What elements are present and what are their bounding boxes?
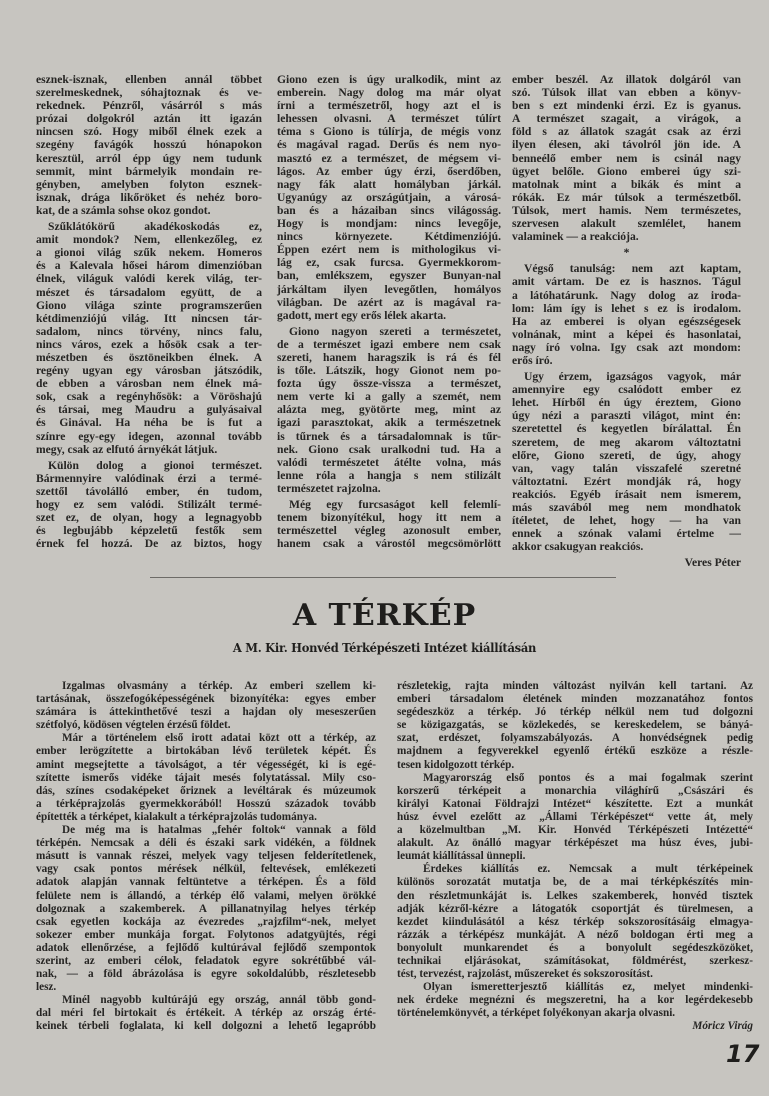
paragraph: [36, 732, 376, 824]
paragraph: [512, 246, 741, 259]
text-line: történelemkönyvét, a térképet folyékonyan akarja olvasni.: [397, 1007, 676, 1020]
text-line: regény ugyan egy városban játszódik,: [36, 364, 262, 378]
text-line: a látóhatárunk. Nagy dolog az iroda-: [512, 288, 741, 302]
text-line: ember beszél. Az illatok dolgáról van: [512, 73, 741, 86]
text-line: húsz évvel ezelőtt az „Állami Térképészet“ vette át, mely: [397, 810, 753, 823]
text-line: hogy ez sem valódi. Stilizált termé-: [36, 498, 262, 511]
text-line: színre egy-egy idegen, azonnal tovább: [36, 429, 262, 443]
text-line: szeretem, de meg akarom változtatni: [512, 435, 741, 449]
text-line: élnek, világuk valódi kerek világ, ter-: [36, 272, 262, 286]
paragraph: [397, 772, 753, 864]
text-line: a közelmultban „M. Kir. Honvéd Térképészeti Intézetté“: [397, 824, 753, 837]
paragraph: [36, 220, 262, 456]
text-line: királyi Katonai Földrajzi Intézet“ készítette. Ezt a munkát: [397, 797, 753, 810]
text-line: és Ginával. Ha néha be is fut a: [36, 416, 262, 430]
text-line: lom: lám így is lehet s ez is irodalom.: [512, 301, 741, 315]
text-line: Szűklátókörű akadékoskodás ez,: [48, 220, 262, 234]
page-number: 17: [726, 1040, 760, 1068]
text-line: fozta úgy össze-vissza a természet,: [277, 377, 501, 391]
text-line: reakciós. Egyéb írásait nem ismerem,: [512, 487, 741, 501]
text-line: és magával ragad. Derűs és nem nyo-: [277, 138, 501, 152]
text-line: korszerű térképeit a monarchia világhírű „Császári és: [397, 784, 753, 797]
text-line: den részletmunkáját is. Lelkes szakemberek, honvéd tisztek: [397, 889, 753, 902]
text-line: vagy csak pontos mérések nélkül, feltevések, emlékezeti: [36, 863, 376, 876]
text-line: prózai dolgokról aztán itt igazán: [36, 112, 262, 126]
text-line: szítette ismerős vidéke tájait mesés folytatással. Mily cso-: [36, 771, 376, 784]
text-line: csak egyetlen kockája az évezredes „rajzfilm“-nek, melyet: [36, 915, 376, 928]
text-line: lágos. Az ember úgy érzi, őserdőben,: [277, 164, 501, 178]
text-line: szat, erdészet, folyamszabályozás. A honvédségnek pedig: [397, 732, 753, 745]
text-line: esznek-isznak, ellenben annál többet: [36, 73, 262, 86]
text-line: semmit, mint bármelyik mondain re-: [36, 164, 262, 178]
paragraph: [277, 498, 501, 550]
text-line: segédeszköz a térkép. Jó térkép nélkül nem tud dolgozni: [397, 706, 753, 719]
text-line: keinek térbeli foglalata, ki kell dolgozni a lehető legapróbb: [36, 1020, 376, 1033]
text-line: ítéletet, de lehet, hogy — ha van: [512, 514, 741, 528]
text-line: szétfolyó, ködösen végtelen érzésű földet.: [36, 719, 231, 732]
text-line: Bármennyire valódinak érzi a termé-: [36, 471, 262, 485]
text-line: számára is áttekinthetővé teszi a hajdan oly meseszerűen: [36, 706, 376, 719]
paragraph: [512, 73, 741, 243]
text-line: majdnem a fegyverekkel egyenlő értékű eszköze a részle-: [397, 745, 753, 758]
text-line: adják kézről-kézre a látogatók csoportját és türelmesen, a: [397, 902, 753, 915]
text-line: világban. De azért az is magával ra-: [277, 295, 501, 309]
text-line: nek érdeke megnézni és megszeretni, ha a kor legérdekesebb: [397, 994, 753, 1007]
text-line: lehet. Hírből én úgy éreztem, Giono: [512, 396, 741, 410]
text-line: Túlsok, mert hamis. Nem természetes,: [512, 203, 741, 217]
text-line: szettől távolálló ember, én tudom,: [36, 484, 262, 498]
text-line: Magyarország első pontos és a mai fogalmak szerint: [423, 771, 753, 784]
paragraph: [397, 863, 753, 981]
paragraph: [512, 556, 741, 569]
paragraph: [36, 680, 376, 732]
text-line: amint megsejtette a távolságot, a tér végességét, ki is egé-: [36, 758, 376, 771]
text-line: dal méri fel birtokait és értékeit. A térkép az ország érté-: [36, 1007, 376, 1020]
text-line: térképén. Nemcsak a déli és északi sark vidékén, a földnek: [36, 837, 376, 850]
text-line: Végső tanulság: nem azt kaptam,: [524, 262, 741, 276]
text-line: más szavából meg nem mondhatok: [512, 501, 741, 514]
text-line: A természet szagait, a virágok, a: [512, 112, 741, 126]
text-line: Giono világa szinte programszerűen: [36, 298, 262, 312]
text-line: sok, csak a regényhősök: a Vöröshajú: [36, 390, 262, 404]
text-line: Giono nagyon szereti a természetet,: [289, 324, 501, 338]
text-line: megy, csak az elfutó árnyékát látjuk.: [36, 442, 218, 456]
paragraph: [397, 981, 753, 1020]
text-line: leumát kiállítással ünnepli.: [397, 850, 526, 863]
paragraph: [36, 994, 376, 1033]
text-line: nek. Giono csak uralkodni tud. Ha a: [277, 442, 501, 456]
text-line: sokezer ember munkája forgat. Folytonos adatgyüjtés, régi: [36, 928, 376, 941]
text-line: és a Kalevala hősei három dimenzióban: [36, 259, 262, 273]
text-line: szerelmeskednek, sóhajtoznak és ve-: [36, 86, 262, 100]
text-line: kezdet kiindulásától a kész térkép sokszorosításáig elmagya-: [397, 915, 753, 928]
author-signature: Veres Péter: [684, 556, 741, 570]
text-line: Olyan ismeretterjesztő kiállítás ez, melyet mindenki-: [423, 981, 753, 994]
text-line: adatok alapján vannak feltüntetve a térképen. És a föld: [36, 876, 376, 889]
text-line: nagy fák alatt homályban járkál.: [277, 177, 501, 191]
article-subtitle: A M. Kir. Honvéd Térképészeti Intézet kiállításán: [232, 640, 537, 655]
text-line: De még ma is hatalmas „fehér foltok“ vannak a föld: [62, 824, 376, 837]
text-line: Külön dolog a gionoi természet.: [48, 458, 262, 472]
text-line: adatok ellenőrzése, a fejlődő kultúrával fejlődő szempontok: [36, 941, 376, 954]
text-line: nincs környezete. Kétdimenziójú.: [277, 230, 501, 244]
text-line: föld s az állatok szagát csak az érzi: [512, 125, 741, 139]
text-line: masztó ez a természet, de mégsem vi-: [277, 151, 501, 165]
text-line: természettel végleg azonosult ember,: [277, 524, 501, 538]
text-line: mészetben és ösztöneikben élnek. A: [36, 350, 262, 364]
paragraph: [397, 680, 753, 772]
text-line: dás, színes csodaképeket őriznek a levéltárak és múzeumok: [36, 784, 376, 797]
text-line: hanem csak a várostól megcsömörlött: [277, 537, 501, 551]
text-line: téma s Giono is túlírja, de mégis vonz: [277, 125, 501, 139]
text-line: amit vártam. De ez is hasznos. Tágul: [512, 275, 741, 289]
text-line: emberi társadalom életének minden mozzanatához fontos: [397, 693, 753, 706]
text-line: Izgalmas olvasmány a térkép. Az emberi szellem ki-: [62, 680, 376, 692]
text-line: szereti, hanem haragszik is rá és fél: [277, 350, 501, 364]
text-line: nincs város, ezek a hősök csak a ter-: [36, 337, 262, 351]
text-line: Giono ezen is úgy uralkodik, mint az: [277, 73, 501, 86]
text-line: Már a történelem első irott adatai közt ott a térkép, az: [62, 732, 376, 745]
paragraph: [36, 824, 376, 994]
text-line: erős író.: [512, 353, 553, 367]
paragraph: [397, 1020, 753, 1033]
section-divider: [150, 577, 616, 578]
text-line: emberein. Nagy dolog ma már olyat: [277, 86, 501, 100]
text-line: lág ez, csak furcsa. Gyermekkorom-: [277, 256, 501, 270]
text-line: gadott, mert egy erős lélek akarta.: [277, 308, 447, 322]
text-line: ban és a házaiban sincs világosság.: [277, 203, 501, 217]
text-line: lenne róla a hangja s nem stilizált: [277, 468, 501, 482]
text-line: részletekig, rajta minden változást nyilván kell tartani. Az: [397, 680, 753, 692]
text-line: is tűrnek és a társadalomnak is tűr-: [277, 429, 501, 443]
text-line: matolnak mint a bikák és mint a: [512, 177, 741, 191]
text-line: nincsen szó. Hogy miből élnek ezek a: [36, 125, 262, 139]
article1-column-1: [36, 73, 262, 553]
text-line: Éppen ezért nem is mithologikus vi-: [277, 243, 501, 257]
text-line: rekednek. Pénzről, vásárról s más: [36, 99, 262, 113]
text-line: érnek fel hozzá. De az biztos, hogy: [36, 537, 262, 551]
article2-column-1: [36, 680, 376, 1034]
paragraph: [36, 459, 262, 551]
text-line: tést, tervezést, rajzolást, műszereket és sokszorosítást.: [397, 968, 653, 981]
text-line: Érdekes kiállítás ez. Nemcsak a mult térképeinek: [423, 863, 753, 876]
text-line: különös sorozatát mutatja be, de a mai térképkészítés min-: [397, 876, 753, 889]
text-line: nak, — a föld ábrázolása is egyre sokoldalúbb, részletesebb: [36, 968, 376, 981]
paragraph: [277, 325, 501, 495]
text-line: amennyire egy csalódott ember ez: [512, 383, 741, 397]
text-line: mészet és társadalom együtt, de a: [36, 285, 262, 299]
text-line: változtatni. Ezért mondják rá, hogy: [512, 474, 741, 488]
text-line: ügyet belőle. Giono emberei úgy szi-: [512, 164, 741, 178]
text-line: de ebben a városban nem élnek má-: [36, 377, 262, 391]
text-line: szet ez, de olyan, hogy a legnagyobb: [36, 511, 262, 525]
text-line: nagy író volna. Igy csak azt mondom:: [512, 340, 741, 354]
text-line: kat, de a számla sohse okoz gondot.: [36, 203, 211, 217]
text-line: de a természet igazi embere nem csak: [277, 337, 501, 351]
text-line: írni a természetről, hogy azt el is: [277, 99, 501, 113]
text-line: nem verte ki a gally a szemét, nem: [277, 390, 501, 404]
article1-column-3: [512, 73, 741, 572]
text-line: és társai, meg Maudru a gulyásaival: [36, 403, 262, 417]
text-line: is tőle. Látszik, hogy Gionot nem po-: [277, 364, 501, 378]
text-line: alázta meg, gyötörte meg, mint az: [277, 403, 501, 417]
text-line: szegény favágók hosszú hónapokon: [36, 138, 262, 152]
text-line: ennek a szónak valami értelme —: [512, 527, 741, 541]
text-line: Ugy érzem, igazságos vagyok, már: [524, 370, 741, 384]
text-line: természetet rajzolna.: [277, 481, 381, 495]
text-line: Ugyanúgy az országútjain, a városá-: [277, 190, 501, 204]
text-line: Hogy is mondjam: nincs levegője,: [277, 217, 501, 231]
text-line: kétdimenziójú világ. Itt nincsen tár-: [36, 311, 262, 325]
paragraph: [36, 73, 262, 217]
text-line: ben s ezt mindenki érzi. Ez is gyanus.: [512, 99, 741, 113]
text-line: valaminek — a reakciója.: [512, 230, 639, 244]
text-line: szerint, az emberi célok, feladatok egyre sokrétűbbé vál-: [36, 954, 376, 967]
text-line: isznak, drága likőröket és nehéz boro-: [36, 190, 262, 204]
text-line: felülete nem is állandó, a térkép élő valami, melyen örökké: [36, 889, 376, 902]
text-line: járkáltam ilyen levegőtlen, homályos: [277, 282, 501, 296]
text-line: van, vagy talán visszafelé szeretné: [512, 461, 741, 475]
text-line: Még egy furcsaságot kell felemlí-: [289, 498, 501, 511]
text-line: Minél nagyobb kultúrájú egy ország, annál több gond-: [62, 994, 376, 1007]
text-line: lehessen olvasni. A természet túlírt: [277, 112, 501, 126]
text-line: sadalom, nincs törvény, nincs falu,: [36, 324, 262, 338]
text-line: gényben, amelyben folyton esznek-: [36, 177, 262, 191]
text-line: úgy nézi a paraszti világot, mint én:: [512, 409, 741, 423]
text-line: akkor csakugyan reakciós.: [512, 540, 644, 554]
article-title: A TÉRKÉP: [292, 598, 477, 633]
section-separator: *: [623, 246, 630, 260]
author-signature: Móricz Virág: [692, 1020, 753, 1033]
text-line: Ha az emberei is olyan egészségesek: [512, 314, 741, 328]
text-line: technikai eljárásokat, számításokat, földmérést, szerkesz-: [397, 954, 753, 967]
text-line: tesen kidolgozott térkép.: [397, 758, 515, 771]
text-line: a gionoi világ szűk nekem. Homeros: [36, 246, 262, 260]
text-line: a térképrajzolás gyermekkorából! Hosszú századok tovább: [36, 797, 376, 810]
text-line: dolgoznak a szakemberek. A pillanatnyilag helyes térkép: [36, 902, 376, 915]
article2-column-2: [397, 680, 753, 1034]
text-line: ilyen élesen, aki távolról jön ide. A: [512, 138, 741, 152]
text-line: tenem bizonyítékul, hogy itt nem a: [277, 511, 501, 525]
text-line: benneélő ember nem is csinál nagy: [512, 151, 741, 165]
text-line: tartásának, összefogóképességének bizonyítéka: egyes ember: [36, 693, 376, 706]
text-line: lesz.: [36, 981, 57, 994]
text-line: rázzák a térképész munkáját. A néző boldogan érti meg a: [397, 928, 753, 941]
paragraph: [512, 370, 741, 553]
text-line: építették a térképet, kialakult a térképrajzolás tudománya.: [36, 810, 317, 823]
article1-column-2: [277, 73, 501, 553]
text-line: igazi parasztokat, akik a természetnek: [277, 416, 501, 430]
text-line: alakult. Az önálló magyar térképészet ma húsz éves, jubi-: [397, 837, 753, 850]
text-line: ember lerögzítette a birtokában lévő területek képét. És: [36, 745, 376, 758]
text-line: bonyolult munkarendet és a bonyolult segédeszközöket,: [397, 941, 753, 954]
text-line: szeretettel és kegyetlen bírálattal. Én: [512, 422, 741, 436]
text-line: és legbujább képzeletű festők sem: [36, 524, 262, 538]
text-line: volnának, mint a képei és hasonlatai,: [512, 327, 741, 341]
text-line: keresztül, arról épp úgy nem tudunk: [36, 151, 262, 165]
text-line: se közigazgatás, se közlekedés, se kereskedelem, se bányá-: [397, 719, 753, 732]
paragraph: [277, 73, 501, 322]
text-line: előre, Giono szereti, de úgy, ahogy: [512, 448, 741, 462]
text-line: szó. Túlsok illat van ebben a könyv-: [512, 86, 741, 100]
text-line: rókák. Ez már túlsok a természetből.: [512, 190, 741, 204]
text-line: amit mondok? Nem, ellenkezőleg, ez: [36, 233, 262, 247]
text-line: szervesen alakult szemlélet, hanem: [512, 217, 741, 231]
text-line: valódi természetet átélte volna, más: [277, 455, 501, 469]
text-line: másutt is vannak részei, melyek vagy teljesen felderítetlenek,: [36, 850, 376, 863]
paragraph: [512, 262, 741, 367]
text-line: ban, emlékszem, egyszer Bunyan-nal: [277, 269, 501, 283]
